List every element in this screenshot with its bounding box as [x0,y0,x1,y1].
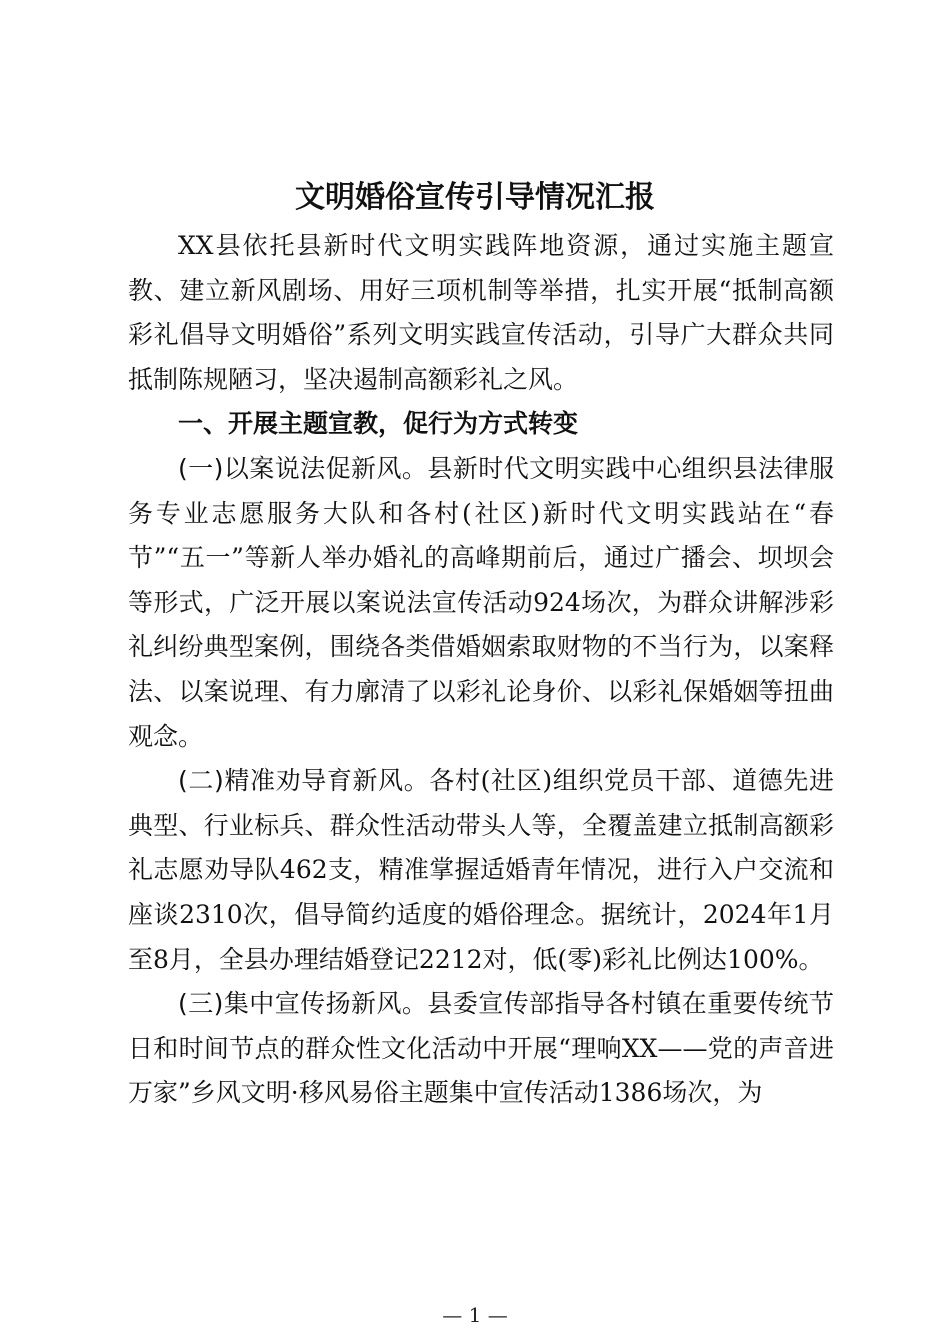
document-title: 文明婚俗宣传引导情况汇报 [295,180,655,215]
page-number: — 1 — [442,1303,508,1327]
document-body [128,224,834,1116]
item-text: 县新时代文明实践中心组织县法律服务专业志愿服务大队和各村(社区)新时代文明实践站在“春节”“五一”等新人举办婚礼的高峰期前后，通过广播会、坝坝会等形式，广泛开展以案说法宣传活动924场次，为群众讲解涉彩礼纠纷典型案例，围绕各类借婚姻索取财物的不当行为，以案释法、以案说理、有力廓清了以彩礼论身价、以彩礼保婚姻等扭曲观念。 [128,453,834,751]
paragraph-item-1 [128,447,834,759]
intro-paragraph: XX县依托县新时代文明实践阵地资源，通过实施主题宣教、建立新风剧场、用好三项机制等举措，扎实开展“抵制高额彩礼倡导文明婚俗”系列文明实践宣传活动，引导广大群众共同抵制陈规陋习，坚决遏制高额彩礼之风。 [128,231,834,394]
paragraph-item-2 [128,759,834,982]
item-lead: (一)以案说法促新风。 [178,453,428,483]
item-lead: (三)集中宣传扬新风。 [178,989,428,1019]
item-text: 县委宣传部指导各村镇在重要传统节日和时间节点的群众性文化活动中开展“理响XX——党的声音进万家”乡风文明·移风易俗主题集中宣传活动1386场次，为 [128,989,834,1108]
item-text: 各村(社区)组织党员干部、道德先进典型、行业标兵、群众性活动带头人等，全覆盖建立抵制高额彩礼志愿劝导队462支，精准掌握适婚青年情况，进行入户交流和座谈2310次，倡导简约适度的婚俗理念。据统计，2024年1月至8月，全县办理结婚登记2212对，低(零)彩礼比例达100%。 [128,766,834,974]
paragraph-item-3 [128,982,834,1116]
section-heading: 一、开展主题宣教，促行为方式转变 [178,409,579,439]
item-lead: (二)精准劝导育新风。 [178,766,430,796]
